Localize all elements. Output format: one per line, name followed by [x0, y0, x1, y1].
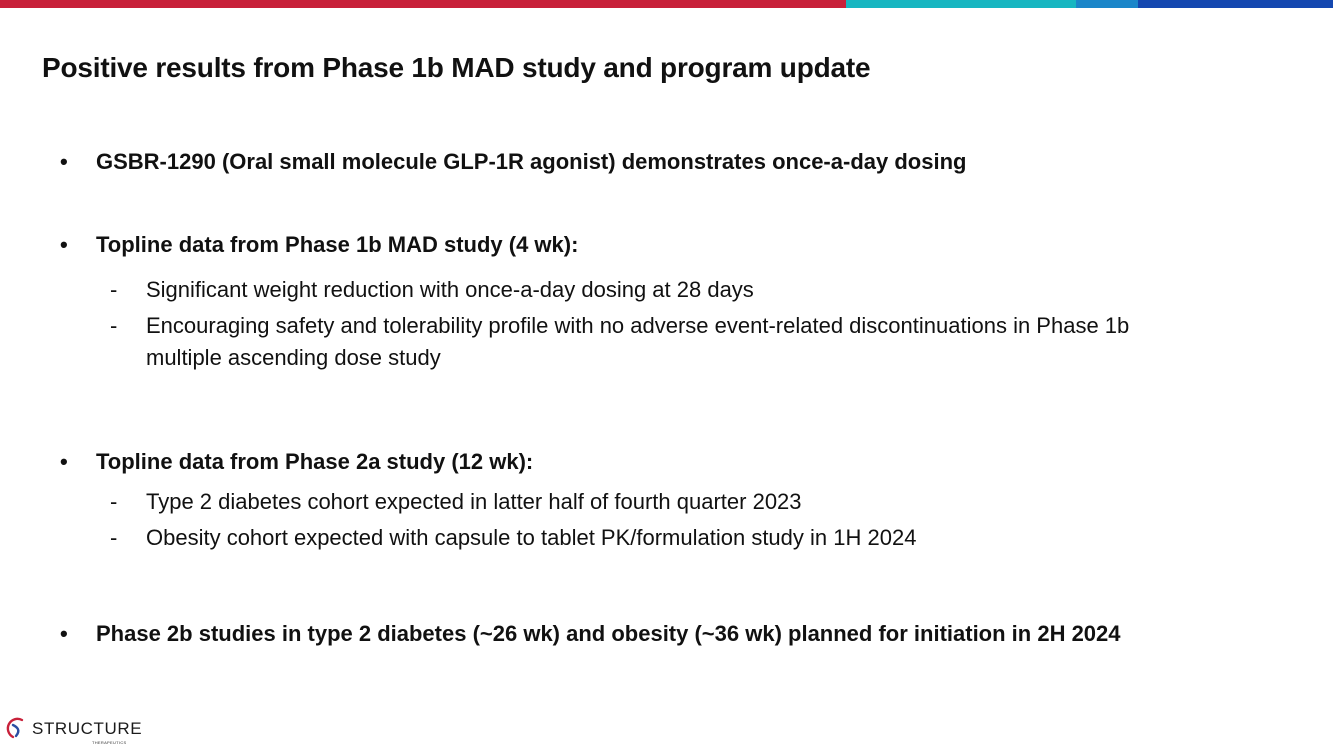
sub-list — [110, 274, 1206, 374]
bullet-dot: • — [60, 149, 68, 174]
sub-text: Type 2 diabetes cohort expected in latter half of fourth quarter 2023 — [146, 489, 802, 514]
sub-item — [110, 486, 1206, 518]
sub-dash: - — [110, 313, 118, 338]
company-logo — [4, 716, 143, 745]
top-accent-bar — [0, 0, 1333, 8]
logo-name: STRUCTURE — [32, 719, 143, 738]
accent-bar-red — [0, 0, 846, 8]
sub-text: Encouraging safety and tolerability profile with no adverse event-related discontinuations in Phase 1b multiple ascending dose study — [146, 313, 1130, 370]
bullet-text: GSBR-1290 (Oral small molecule GLP-1R agonist) demonstrates once-a-day dosing — [96, 149, 967, 174]
bullet-text: Topline data from Phase 1b MAD study (4 wk): — [96, 232, 579, 257]
sub-item — [110, 274, 1206, 306]
sub-text: Significant weight reduction with once-a-day dosing at 28 days — [146, 277, 754, 302]
bullet-dot: • — [60, 449, 68, 474]
sub-dash: - — [110, 525, 118, 550]
sub-item — [110, 522, 1206, 554]
bullet-text: Topline data from Phase 2a study (12 wk): — [96, 449, 534, 474]
sub-dash: - — [110, 277, 118, 302]
bullet-dot: • — [60, 621, 68, 646]
structure-s-icon — [4, 716, 30, 742]
accent-bar-midblue — [1076, 0, 1138, 8]
sub-dash: - — [110, 489, 118, 514]
sub-text: Obesity cohort expected with capsule to tablet PK/formulation study in 1H 2024 — [146, 525, 917, 550]
accent-bar-blue — [1138, 0, 1333, 8]
bullet-dot: • — [60, 232, 68, 257]
sub-item — [110, 310, 1206, 374]
accent-bar-teal — [846, 0, 1076, 8]
logo-tagline: THERAPEUTICS — [92, 740, 127, 745]
bullet-text: Phase 2b studies in type 2 diabetes (~26 wk) and obesity (~36 wk) planned for initiation in 2H 2024 — [96, 621, 1121, 646]
sub-list — [110, 486, 1206, 554]
slide-title: Positive results from Phase 1b MAD study and program update — [42, 52, 871, 83]
